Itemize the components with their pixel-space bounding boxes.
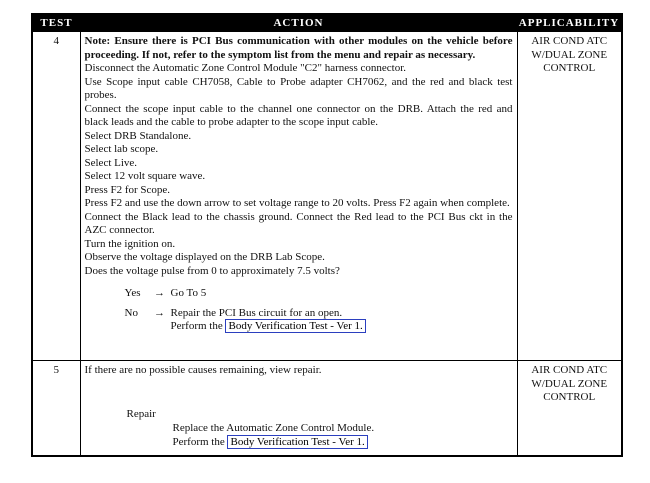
action-cell [80, 361, 517, 457]
step: Disconnect the Automatic Zone Control Module "C2" harness connector. [84, 62, 406, 74]
repair-text: Replace the Automatic Zone Control Module. [172, 422, 375, 434]
step: Press F2 and use the down arrow to set voltage range to 20 volts. Press F2 again when complete. [84, 197, 510, 209]
repair-block [127, 408, 513, 450]
test-row-5 [32, 361, 622, 457]
procedure-table [31, 13, 623, 457]
header-row [32, 14, 622, 32]
applicability-cell [517, 361, 622, 457]
note-text: Note: Ensure there is PCI Bus communication with other modules on the vehicle before proceeding. If not, refer to the symptom list from the menu and repair as necessary. [84, 35, 513, 61]
applicability-line: AIR COND ATC [531, 364, 608, 376]
yes-choice [125, 287, 513, 301]
test-number: 5 [32, 361, 80, 457]
body-verification-link[interactable]: Body Verification Test - Ver 1. [225, 319, 365, 333]
answer-choices [125, 287, 513, 334]
step: Observe the voltage displayed on the DRB Lab Scope. [84, 251, 325, 263]
step: Select DRB Standalone. [84, 129, 192, 142]
no-choice [125, 307, 513, 334]
step: Does the voltage pulse from 0 to approximately 7.5 volts? [84, 264, 340, 277]
action-cell [80, 32, 517, 361]
header-test: TEST [32, 14, 80, 32]
step: If there are no possible causes remaining, view repair. [84, 364, 322, 376]
header-applicability: APPLICABILITY [517, 14, 622, 32]
applicability-cell [517, 32, 622, 361]
test-number: 4 [32, 32, 80, 361]
repair-body [173, 422, 513, 449]
applicability-line: CONTROL [543, 62, 596, 74]
yes-label: Yes [124, 287, 141, 299]
body-verification-link[interactable]: Body Verification Test - Ver 1. [227, 435, 367, 449]
header-action: ACTION [80, 14, 517, 32]
step: Select lab scope. [84, 143, 159, 155]
step: Press F2 for Scope. [84, 183, 171, 196]
right-arrow-icon: → [154, 306, 165, 319]
no-action [171, 307, 366, 334]
yes-action: Go To 5 [170, 287, 207, 299]
right-arrow-icon: → [154, 287, 165, 299]
step: Turn the ignition on. [84, 237, 176, 250]
step: Select 12 volt square wave. [84, 170, 206, 182]
no-label: No [124, 306, 138, 319]
no-action-text: Repair the PCI Bus circuit for an open. [170, 306, 343, 319]
test-row-4 [32, 32, 622, 361]
perform-prefix: Perform the [170, 320, 223, 332]
applicability-line: AIR COND ATC [531, 35, 608, 47]
step: Connect the Black lead to the chassis ground. Connect the Red lead to the PCI Bus ckt in the AZC connector. [84, 210, 513, 236]
step: Connect the scope input cable to the channel one connector on the DRB. Attach the red and black leads and the cable to probe adapter to the scope input cable. [84, 102, 513, 128]
perform-prefix: Perform the [172, 435, 225, 448]
applicability-line: CONTROL [543, 391, 596, 403]
step: Use Scope input cable CH7058, Cable to Probe adapter CH7062, and the red and black test probes. [84, 75, 513, 101]
applicability-line: W/DUAL ZONE [531, 377, 608, 390]
step: Select Live. [84, 156, 138, 169]
repair-label: Repair [126, 407, 156, 420]
applicability-line: W/DUAL ZONE [531, 48, 608, 61]
